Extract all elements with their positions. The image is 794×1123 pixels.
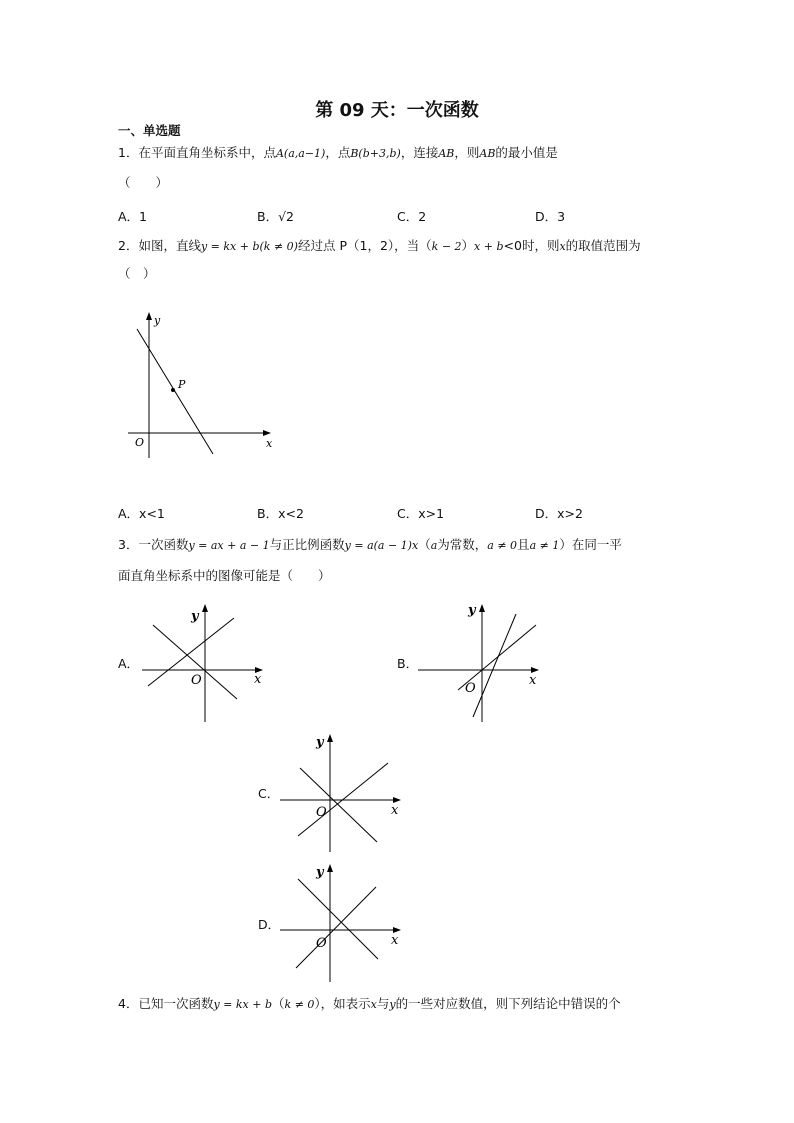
q1-option-a[interactable]: A．1	[118, 209, 148, 224]
q2-option-c[interactable]: C．x>1	[397, 506, 445, 521]
question-4-stem: 4．已知一次函数y = kx + b（k ≠ 0），如表示x与y的一些对应数值，则下列结论中错误的个	[118, 996, 621, 1011]
line-1	[300, 768, 377, 842]
section-heading: 一、单选题	[118, 123, 181, 138]
q2-option-d[interactable]: D．x>2	[535, 506, 583, 521]
svg-text:y: y	[316, 865, 324, 880]
svg-text:x: x	[391, 933, 399, 948]
graph-line	[137, 329, 213, 454]
q3-graph-b	[414, 598, 544, 726]
math-point-a: A(a,a−1)	[275, 147, 326, 160]
q1-option-d[interactable]: D．3	[535, 209, 566, 224]
math-point-b: B(b+3,b)	[350, 147, 401, 160]
svg-text:y: y	[191, 609, 199, 624]
q2-option-a[interactable]: A．x<1	[118, 506, 165, 521]
question-1-bracket: （ ）	[118, 175, 169, 190]
q3-option-b[interactable]: B．	[397, 656, 419, 671]
question-1-stem: 1．在平面直角坐标系中，点A(a,a−1)，点B(b+3,b)，连接AB，则AB的最小值是	[118, 145, 558, 160]
question-2-figure	[125, 306, 280, 466]
point-p	[171, 388, 175, 392]
q3-option-a[interactable]: A．	[118, 656, 140, 671]
question-3-stem-line2: 面直角坐标系中的图像可能是（ ）	[118, 568, 331, 583]
origin-label: O	[135, 436, 145, 449]
q2-option-b[interactable]: B．x<2	[257, 506, 304, 521]
q3-option-d[interactable]: D．	[258, 917, 281, 932]
question-2-bracket: （ ）	[118, 266, 156, 281]
svg-text:x: x	[391, 803, 399, 818]
svg-text:y: y	[316, 735, 324, 750]
question-3-stem: 3．一次函数y = ax + a − 1与正比例函数y = a(a − 1)x（a为常数，a ≠ 0且a ≠ 1）在同一平	[118, 537, 622, 552]
x-axis-label: x	[266, 437, 273, 450]
line-2	[473, 614, 516, 717]
q1-option-c[interactable]: C．2	[397, 209, 427, 224]
svg-text:O: O	[465, 681, 476, 696]
line-1	[298, 879, 378, 959]
q1-option-b[interactable]: B．√2	[257, 209, 294, 224]
x-axis-arrow	[263, 430, 271, 436]
svg-text:O: O	[191, 673, 202, 688]
question-2-stem: 2．如图，直线y = kx + b(k ≠ 0)经过点 P（1，2），当（k − 2）x + b<0时，则x的取值范围为	[118, 238, 641, 253]
svg-text:O: O	[316, 805, 327, 820]
q3-graph-a	[138, 598, 268, 726]
q3-option-c[interactable]: C．	[258, 786, 280, 801]
q3-graph-d	[276, 858, 406, 986]
line-2	[296, 887, 376, 968]
y-axis-label: y	[154, 314, 161, 327]
svg-text:x: x	[529, 673, 537, 688]
page-title: 第 09 天：一次函数	[315, 100, 479, 121]
point-p-label: P	[178, 378, 186, 391]
svg-text:y: y	[468, 603, 476, 618]
svg-text:x: x	[254, 672, 262, 687]
y-axis-arrow	[146, 312, 152, 320]
q3-graph-c	[276, 728, 406, 856]
svg-text:O: O	[316, 936, 327, 951]
